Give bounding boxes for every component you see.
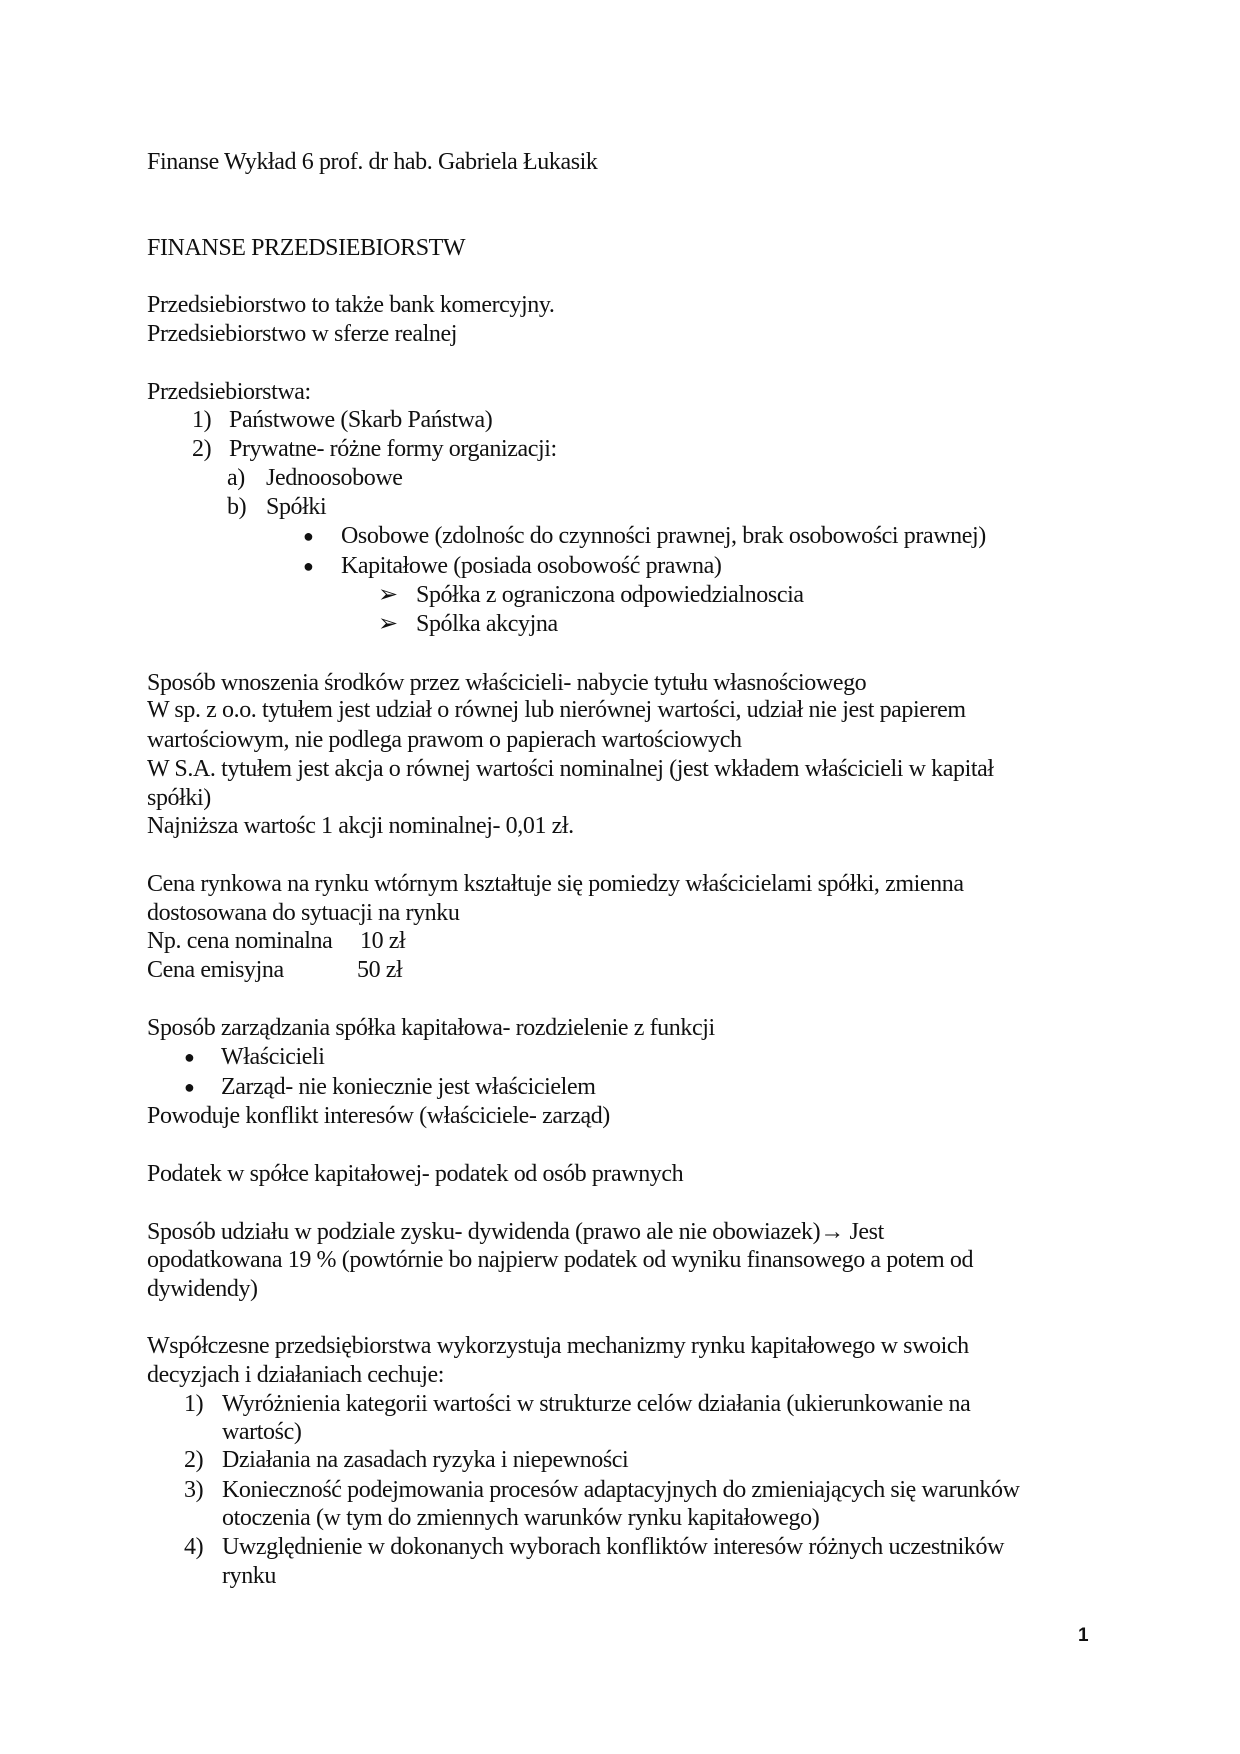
list-item: Jednoosobowe — [266, 465, 403, 491]
price-label: Np. cena nominalna — [147, 928, 333, 954]
text-line: Najniższa wartośc 1 akcji nominalnej- 0,01 zł. — [147, 813, 574, 839]
section-title: FINANSE PRZEDSIEBIORSTW — [147, 235, 466, 261]
list-item: Wyróżnienia kategorii wartości w strukturze celów działania (ukierunkowanie na — [222, 1391, 971, 1417]
document-header: Finanse Wykład 6 prof. dr hab. Gabriela Łukasik — [147, 149, 598, 175]
text-line: Sposób zarządzania spółka kapitałowa- rozdzielenie z funkcji — [147, 1015, 715, 1041]
text-line: Sposób udziału w podziale zysku- dywidenda (prawo ale nie obowiazek)→ Jest — [147, 1219, 884, 1245]
list-item: Spólka akcyjna — [416, 611, 558, 637]
list-item: Osobowe (zdolnośc do czynności prawnej, brak osobowości prawnej) — [341, 523, 986, 549]
list-item: Konieczność podejmowania procesów adaptacyjnych do zmieniających się warunków — [222, 1477, 1020, 1503]
bullet-icon: ● — [184, 1077, 195, 1097]
list-number: 1) — [192, 407, 212, 433]
price-value: 50 zł — [357, 957, 403, 983]
list-heading: Przedsiebiorstwa: — [147, 379, 311, 405]
text-line: decyzjach i działaniach cechuje: — [147, 1362, 445, 1388]
text-line: W sp. z o.o. tytułem jest udział o równej lub nierównej wartości, udział nie jest papierem — [147, 697, 966, 723]
list-item: Państwowe (Skarb Państwa) — [229, 407, 493, 433]
arrow-bullet-icon: ➢ — [378, 611, 398, 637]
arrow-bullet-icon: ➢ — [378, 582, 398, 608]
text-line: Podatek w spółce kapitałowej- podatek od osób prawnych — [147, 1161, 684, 1187]
list-item-continuation: otoczenia (w tym do zmiennych warunków rynku kapitałowego) — [222, 1505, 820, 1531]
page-number: 1 — [1078, 1625, 1089, 1646]
text-line: Przedsiebiorstwo to także bank komercyjny. — [147, 292, 555, 318]
list-item: Spółki — [266, 494, 327, 520]
list-item: Działania na zasadach ryzyka i niepewności — [222, 1447, 629, 1473]
list-item: Zarząd- nie koniecznie jest właścicielem — [221, 1074, 596, 1100]
list-item-continuation: wartośc) — [222, 1419, 302, 1445]
bullet-icon: ● — [184, 1047, 195, 1067]
list-item-continuation: rynku — [222, 1563, 276, 1589]
list-letter: a) — [227, 465, 245, 491]
list-number: 2) — [192, 436, 212, 462]
text-line: dywidendy) — [147, 1276, 258, 1302]
list-item: Prywatne- różne formy organizacji: — [229, 436, 557, 462]
text-line: wartościowym, nie podlega prawom o papierach wartościowych — [147, 727, 742, 753]
list-item: Właścicieli — [221, 1044, 325, 1070]
text-line: opodatkowana 19 % (powtórnie bo najpierw podatek od wyniku finansowego a potem od — [147, 1247, 974, 1273]
text-line: Sposób wnoszenia środków przez właścicieli- nabycie tytułu własnościowego — [147, 670, 867, 696]
text-line: spółki) — [147, 785, 211, 811]
text-line: Współczesne przedsiębiorstwa wykorzystuja mechanizmy rynku kapitałowego w swoich — [147, 1333, 969, 1359]
text-line: Przedsiebiorstwo w sferze realnej — [147, 321, 458, 347]
text-line: Powoduje konflikt interesów (właściciele- zarząd) — [147, 1103, 610, 1129]
list-item: Uwzględnienie w dokonanych wyborach konfliktów interesów różnych uczestników — [222, 1534, 1005, 1560]
bullet-icon: ● — [303, 526, 314, 546]
text-line: dostosowana do sytuacji na rynku — [147, 900, 460, 926]
price-value: 10 zł — [360, 928, 406, 954]
list-number: 4) — [184, 1534, 204, 1560]
bullet-icon: ● — [303, 556, 314, 576]
list-number: 3) — [184, 1477, 204, 1503]
list-number: 2) — [184, 1447, 204, 1473]
list-letter: b) — [227, 494, 247, 520]
list-item: Spółka z ograniczona odpowiedzialnoscia — [416, 582, 804, 608]
list-number: 1) — [184, 1391, 204, 1417]
list-item: Kapitałowe (posiada osobowość prawna) — [341, 553, 722, 579]
price-label: Cena emisyjna — [147, 957, 284, 983]
text-line: W S.A. tytułem jest akcja o równej wartości nominalnej (jest wkładem właścicieli w kapitał — [147, 756, 994, 782]
text-line: Cena rynkowa na rynku wtórnym kształtuje się pomiedzy właścicielami spółki, zmienna — [147, 871, 964, 897]
